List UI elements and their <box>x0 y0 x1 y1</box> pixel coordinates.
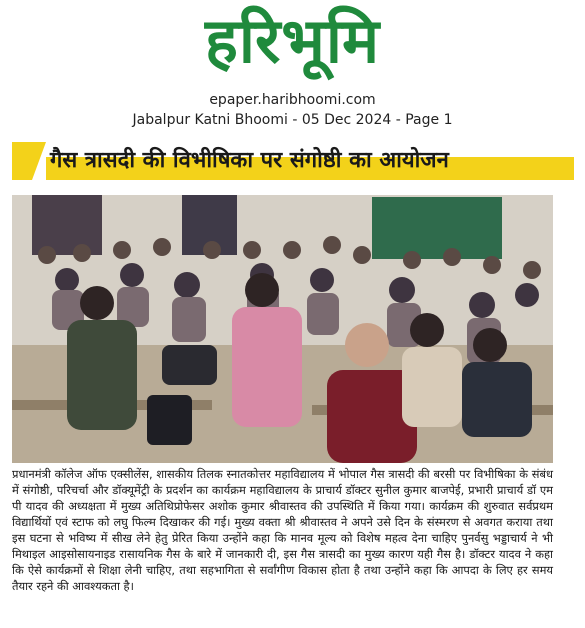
news-photo <box>12 195 553 463</box>
epaper-url[interactable]: epaper.haribhoomi.com <box>209 92 376 108</box>
article-headline: गैस त्रासदी की विभीषिका पर संगोष्ठी का आयोजन <box>50 148 449 173</box>
headline-accent <box>12 142 32 180</box>
edition-date-page: Jabalpur Katni Bhoomi - 05 Dec 2024 - Page 1 <box>132 112 453 128</box>
masthead <box>0 0 585 90</box>
article-body: प्रधानमंत्री कॉलेज ऑफ एक्सीलेंस, शासकीय तिलक स्नातकोत्तर महाविद्यालय में भोपाल गैस त्रासदी की बरसी पर विभीषिका के संबंध में संगोष्ठी, परिचर्चा और डॉक्यूमेंट्री के प्रदर्शन का कार्यक्रम महाविद्यालय के प्राचार्य डॉक्टर सुनील कुमार बाजपेई, प्रभारी प्राचार्य डॉ एम पी यादव की अध्यक्षता में मुख्य अतिथिप्रोफेसर अशोक कुमार श्रीवास्तव की उपस्थिति में किया गया। कार्यक्रम की शुरुवात सर्वप्रथम विद्यार्थियों एवं स्टाफ को लघु फिल्म दिखाकर की गई। मुख्य वक्ता श्री श्रीवास्तव ने अपने उसे दिन के संस्मरण से अवगत कराया तथा इस घटना से भविष्य में सीख लेने हेतु प्रेरित किया उन्होंने कहा कि मानव मूल्य को विशेष महत्व देना चाहिए पुनर्वसु भड्डाचार्य ने भी मिथाइल आइसोसायनाइड रासायनिक गैस के बारे में जानकारी दी, इस गैस त्रासदी का मुख्य कारण यही गैस है। डॉक्टर यादव ने कहा कि ऐसे कार्यक्रमों से शिक्षा लेनी चाहिए, तथा सहभागिता से सर्वांगीण विकास होता है तथा उन्होंने कहा कि आपदा के लिए हर समय तैयार रहने की आवश्यकता है। <box>12 467 553 593</box>
haribhoomi-logo: हरिभूमि <box>204 4 381 77</box>
classroom-photo <box>12 195 553 463</box>
headline-bar <box>12 142 574 180</box>
